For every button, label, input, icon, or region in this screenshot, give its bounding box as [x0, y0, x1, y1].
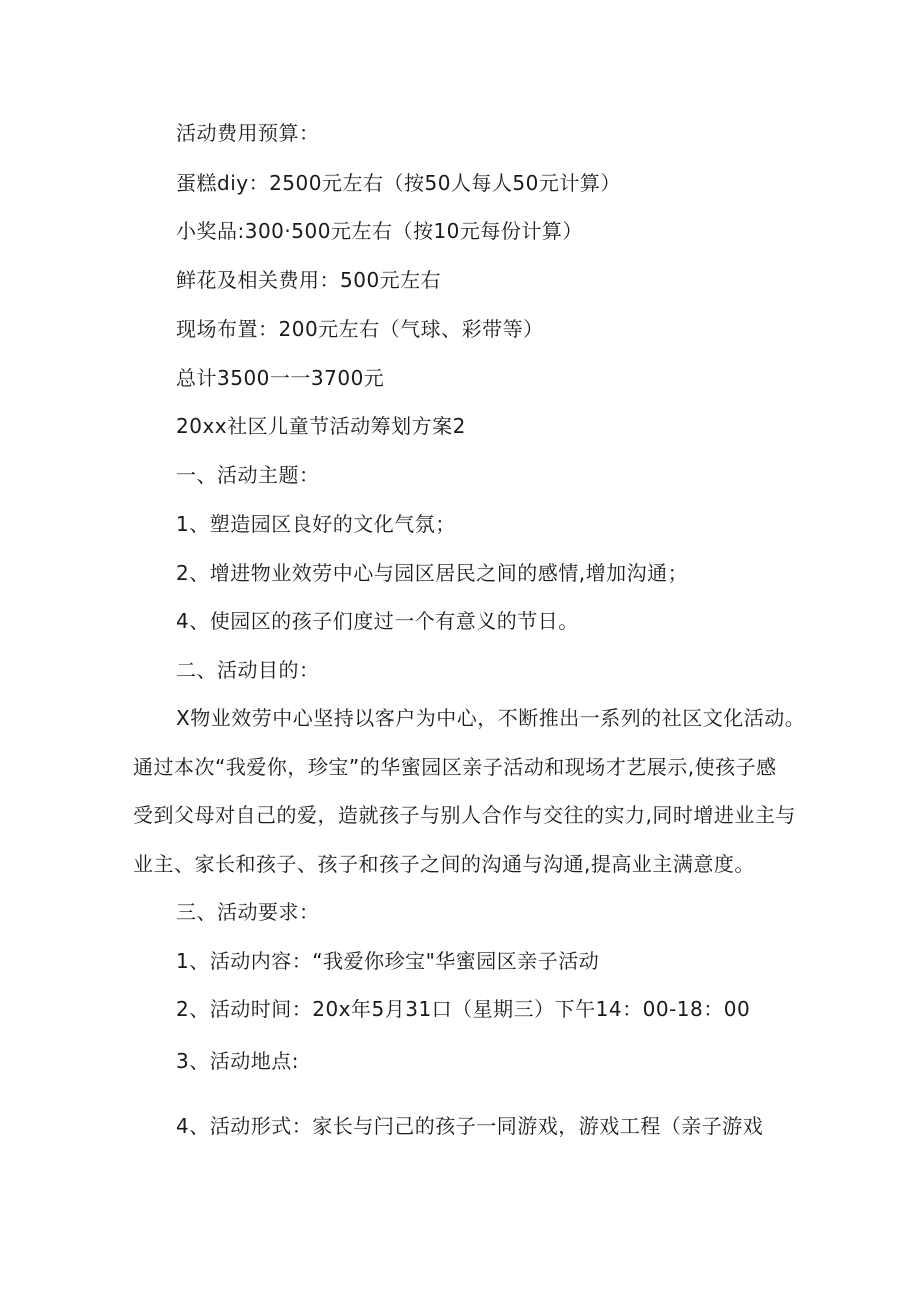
section3-item-content: 1、活动内容：“我爱你珍宝"华蜜园区亲子活动 — [176, 949, 600, 973]
section1-item-2: 2、增进物业效劳中心与园区居民之间的感情,增加沟通； — [176, 561, 689, 585]
section2-paragraph-line-2: 通过本次“我爱你，珍宝”的华蜜园区亲子活动和现场才艺展示,使孩子感 — [133, 755, 777, 779]
section2-paragraph-line-3: 受到父母对自己的爱，造就孩子与别人合作与交往的实力,同时增进业主与 — [133, 803, 796, 827]
section2-heading: 二、活动目的： — [176, 658, 320, 682]
section1-heading: 一、活动主题： — [176, 463, 320, 487]
section3-item-format: 4、活动形式：家长与闩己的孩子一同游戏，游戏工程（亲子游戏 — [176, 1114, 764, 1138]
budget-heading: 活动费用预算： — [176, 121, 320, 145]
section2-paragraph-line-1: X物业效劳中心坚持以客户为中心，不断推出一系列的社区文化活动。 — [176, 706, 806, 730]
plan2-title: 20xx社区儿童节活动筹划方案2 — [176, 414, 466, 438]
section1-item-1: 1、塑造园区良好的文化气氛； — [176, 512, 456, 536]
budget-total: 总计3500一一3700元 — [176, 366, 385, 390]
budget-item-flowers: 鲜花及相关费用：500元左右 — [176, 268, 442, 292]
section3-heading: 三、活动要求： — [176, 900, 320, 924]
budget-item-prizes: 小奖品:300·500元左右（按10元每份计算） — [176, 219, 583, 243]
budget-item-cake: 蛋糕diy：2500元左右（按50人每人50元计算） — [176, 171, 621, 195]
section3-item-location: 3、活动地点: — [176, 1049, 299, 1073]
section1-item-3: 4、使园区的孩子们度过一个有意义的节日。 — [176, 609, 579, 633]
section2-paragraph-line-4: 业主、家长和孩子、孩子和孩子之间的沟通与沟通,提高业主满意度。 — [133, 852, 755, 876]
section3-item-time: 2、活动时间：20x年5月31口（星期三）下午14：00-18：00 — [176, 997, 751, 1021]
budget-item-decoration: 现场布置：200元左右（气球、彩带等） — [176, 317, 544, 341]
